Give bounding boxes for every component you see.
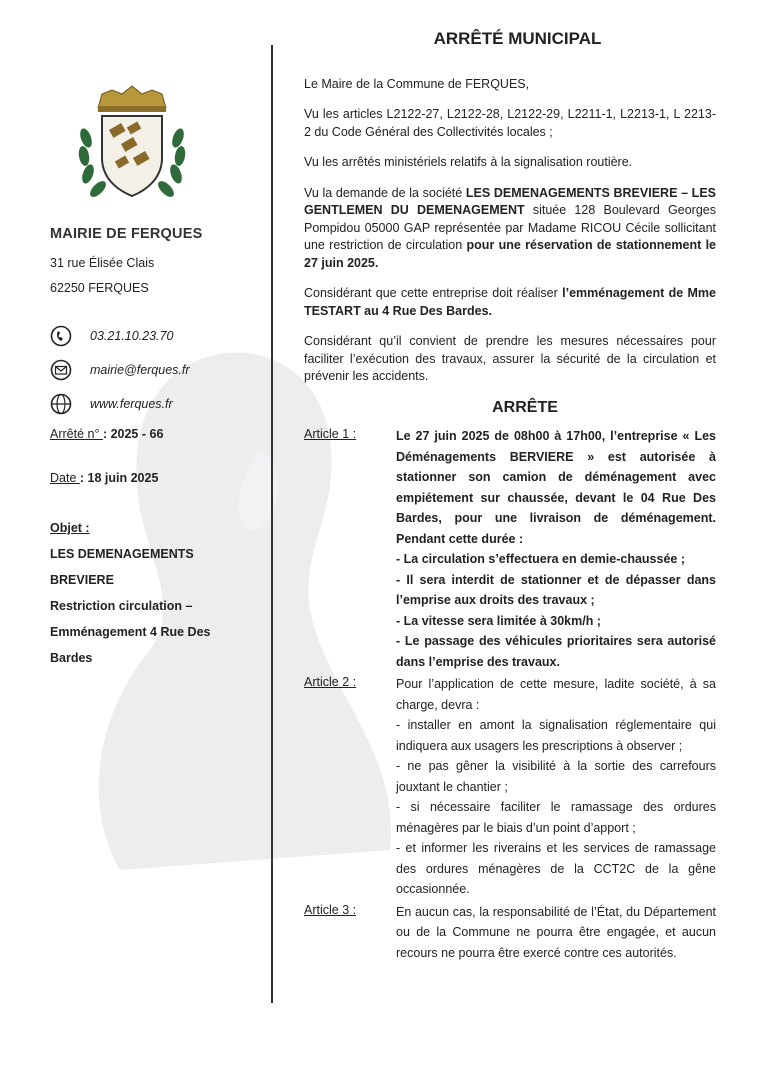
objet-line: Emménagement 4 Rue Des [50, 625, 211, 639]
article-label: Article 3 : [304, 902, 357, 917]
objet-block [50, 515, 265, 671]
article-line: - et informer les riverains et les services de ramassage des ordures ménagères de la CCT2C de la gêne occasionnée. [396, 841, 716, 896]
article-line: - Le passage des véhicules prioritaires sera autorisé dans l’emprise des travaux. [396, 634, 716, 669]
demande-details: située 128 Boulevard Georges Pompidou 05000 GAP représentée par Madame RICOU Cécile sollicitant une restriction de circulation [304, 203, 716, 252]
article-line: Le 27 juin 2025 de 08h00 à 17h00, l’entreprise « Les Déménagements BERVIERE » est autorisée à stationner son camion de déménagement avec empiétement sur chaussée, devant le 04 Rue Des Bardes, pour une livraison de déménagement. Pendant cette durée : [396, 429, 716, 546]
demande-intro: Vu la demande de la société [304, 185, 466, 200]
paragraph-considerant-1 [304, 285, 716, 320]
article-body [396, 426, 716, 672]
article-label: Article 1 : [304, 427, 357, 441]
considerant-intro: Considérant que cette entreprise doit réaliser [304, 286, 563, 300]
address-line-1: 31 rue Élisée Clais [50, 256, 155, 270]
article-body [396, 674, 716, 900]
article-label: Article 2 : [304, 675, 357, 689]
arrete-number-label: Arrêté n° [50, 427, 103, 441]
arrete-date [50, 471, 265, 485]
objet-line: Restriction circulation – [50, 599, 193, 613]
article-line: - Il sera interdit de stationner et de dépasser dans l’emprise aux droits des travaux ; [396, 572, 716, 607]
article-body [396, 902, 716, 964]
date-label: Date [50, 471, 80, 485]
article-1 [304, 426, 716, 672]
objet-line: Bardes [50, 651, 93, 665]
phone-contact [50, 319, 265, 353]
demande-purpose: pour une réservation de stationnement le 27 juin 2025. [304, 238, 716, 270]
page-title: ARRÊTÉ MUNICIPAL [433, 29, 602, 48]
article-line: Pour l’application de cette mesure, ladite société, à sa charge, devra : [396, 677, 716, 712]
phone-icon [50, 325, 72, 347]
website-contact [50, 387, 265, 421]
address [50, 251, 265, 301]
website-url[interactable]: www.ferques.fr [90, 397, 173, 411]
objet-label: Objet : [50, 521, 90, 535]
article-3 [304, 902, 716, 964]
article-line: - ne pas gêner la visibilité à la sortie des carrefours jouxtant le chantier ; [396, 759, 716, 794]
article-line: En aucun cas, la responsabilité de l’État, du Département ou de la Commune ne pourra être engagée, et aucun recours ne pourra être exercé contre ces autorités. [396, 904, 716, 960]
coat-of-arms-logo [72, 78, 192, 208]
paragraph-considerant-2: Considérant qu’il convient de prendre les mesures nécessaires pour faciliter l’exécution des travaux, assurer la sécurité de la circulation et prévenir les accidents. [304, 334, 716, 383]
date-value: : 18 juin 2025 [79, 471, 159, 485]
article-line: - installer en amont la signalisation réglementaire qui indiquera aux usagers les prescriptions à observer ; [396, 718, 716, 753]
article-line: - La circulation s’effectuera en demie-chaussée ; [396, 552, 685, 566]
considerant-object: l’emménagement de Mme TESTART au 4 Rue Des Bardes. [304, 286, 716, 318]
column-divider [271, 45, 273, 1003]
objet-line: BREVIERE [50, 573, 114, 587]
objet-line: LES DEMENAGEMENTS [50, 547, 194, 561]
sidebar [50, 226, 265, 671]
globe-icon [50, 393, 72, 415]
article-2 [304, 674, 716, 900]
mairie-name: MAIRIE DE FERQUES [50, 226, 203, 242]
company-name: LES DEMENAGEMENTS BREVIERE – LES GENTLEMEN DU DEMENAGEMENT [304, 185, 716, 217]
email-address[interactable]: mairie@ferques.fr [90, 363, 190, 377]
paragraph-arretes: Vu les arrêtés ministériels relatifs à la signalisation routière. [304, 155, 633, 169]
article-line: - La vitesse sera limitée à 30km/h ; [396, 613, 601, 628]
arrete-heading: ARRÊTE [492, 398, 558, 416]
arrete-number [50, 427, 265, 441]
paragraph-demande [304, 185, 716, 273]
paragraph-articles: Vu les articles L2122-27, L2122-28, L2122-29, L2211-1, L2213-1, L 2213-2 du Code Général des Collectivités locales ; [304, 107, 716, 139]
address-line-2: 62250 FERQUES [50, 281, 149, 295]
article-line: - si nécessaire faciliter le ramassage des ordures ménagères par le biais d’un point d’apport ; [396, 800, 716, 835]
paragraph-maire: Le Maire de la Commune de FERQUES, [304, 76, 530, 91]
email-contact [50, 353, 265, 387]
mail-icon [50, 359, 72, 381]
arrete-number-value: : 2025 - 66 [102, 427, 164, 441]
phone-number: 03.21.10.23.70 [90, 329, 174, 343]
main-content [304, 30, 716, 965]
